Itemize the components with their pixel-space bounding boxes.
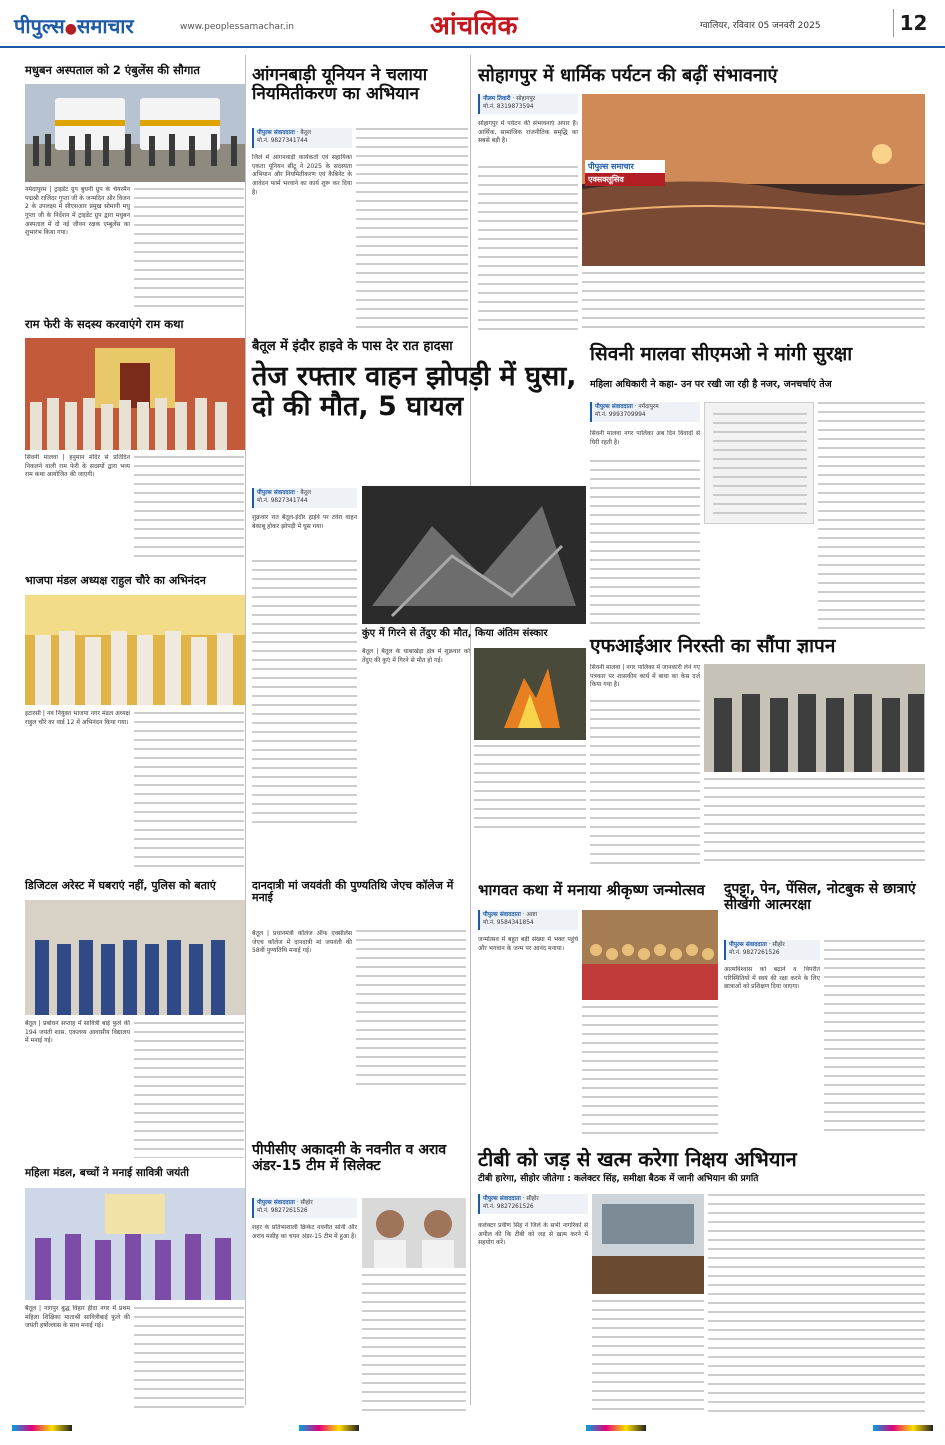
place: सीहोर (300, 1200, 313, 1206)
story-text: आत्मविश्वास को बढ़ाने व विपरीत परिस्थितियों में स्वयं की रक्षा करने के लिए छात्राओं को प्रशिक्षण दिया जाएगा। (724, 966, 820, 991)
byline: पीपुल्स संवाददाता · सीहोर मो.नं. 9827261526 (724, 940, 820, 960)
byline: पीपुल्स संवाददाता · सीहोर मो.नं. 9827261526 (252, 1198, 357, 1218)
story-text: जन्मोत्सव में बहुत बड़ी संख्या में भक्त पहुंचे और भगवान के जन्म पर आनंद मनाया। (478, 936, 578, 952)
mobile: मो.नं. 9827261526 (729, 949, 780, 956)
story-text: शहर के प्रतिभाशाली क्रिकेट नवनीत सोनी और अराव मसीह का चयन अंडर-15 टीम में हुआ है। (252, 1224, 357, 1240)
story-text-continued (134, 1022, 244, 1158)
headline: दुपट्टा, पेन, पेंसिल, नोटबुक से छात्राएं सीखेंगी आत्मरक्षा (724, 881, 916, 913)
story-text-continued (592, 1300, 704, 1412)
place: बैतूल (300, 490, 311, 496)
reporter: पीपुल्स संवाददाता (257, 130, 295, 136)
reporter: पीपुल्स संवाददाता (257, 490, 295, 496)
mobile: मो.नं. 8319873594 (483, 103, 534, 110)
story-text: इटारसी | नव नियुक्त भाजपा नगर मंडल अध्यक्ष राहुल चौरे का वार्ड 12 में अभिनंदन किया गया। (25, 710, 130, 726)
story-text: सोहागपुर में पर्यटन की संभावनाएं अपार हैं। आर्थिक, सामाजिक राजनीतिक समृद्धि का सबसे बड़ी है। (478, 120, 578, 145)
story-text-continued (478, 166, 578, 332)
place: सीहोर (772, 942, 785, 948)
meeting-image (592, 1194, 704, 1294)
story-text-continued (824, 940, 925, 1136)
headline: एफआईआर निरस्ती का सौंपा ज्ञापन (590, 635, 836, 657)
players-image (362, 1198, 466, 1268)
mobile: मो.नं. 9827341744 (257, 137, 308, 144)
column-rule (245, 55, 246, 1405)
story-text: सिवनी मालवा नगर पालिका अब दिन विवादों से घिरी रहती है। (590, 430, 700, 446)
story-text-continued (356, 930, 466, 1090)
story-text-continued (134, 456, 244, 564)
place: बैतूल (300, 130, 311, 136)
story-text: कलेक्टर प्रवीण सिंह ने जिले के सभी नागरिकों से अपील की कि टीबी को जड़ से खत्म करने में सहयोग करें। (478, 1222, 588, 1247)
byline: पीपुल्स संवाददाता · नर्मदापुरम मो.नं. 9993709994 (590, 402, 700, 422)
logo (14, 12, 134, 39)
story-text-continued (818, 402, 925, 630)
story-text: सिवनी मालवा | हनुमान मंदिर से प्रतिदिन निकलने वाली राम फेरी के सदस्यों द्वारा भव्य राम कथा आयोजित की जाएगी। (25, 454, 130, 479)
color-swatch (12, 1425, 72, 1431)
headline: दानदात्री मां जयवंती की पुण्यतिथि जेएच कॉलेज में मनाई (252, 879, 454, 905)
ambulance-photo (25, 84, 245, 182)
color-swatch (586, 1425, 646, 1431)
exclusive-badge (585, 160, 665, 186)
story-text: बैतूल | प्रधानमंत्री कॉलेज ऑफ एक्सीलेंस जेएच कॉलेज में दानदात्री मां जयवंती की 58वीं पुण्यतिथि मनाई गई। (252, 930, 352, 955)
accident-photo (362, 486, 586, 624)
logo-dot-icon: ● (64, 21, 77, 37)
headline: डिजिटल अरेस्ट में घबराएं नहीं, पुलिस को बताएं (25, 879, 216, 892)
story-text-continued (134, 1307, 244, 1413)
logo-right: समाचार (76, 14, 134, 38)
reporter: पीपुल्स संवाददाता (483, 1196, 521, 1202)
subhead: महिला अधिकारी ने कहा- उन पर रखी जा रही है नजर, जनचर्चाएं तेज (590, 379, 832, 390)
funeral-photo (474, 648, 586, 740)
story-text-continued (356, 128, 468, 328)
felicitation-image (25, 595, 245, 705)
tb-meeting-photo (592, 1194, 704, 1294)
temple-image (25, 338, 245, 450)
reporter: पीपुल्स संवाददाता (257, 1200, 295, 1206)
headline: सोहागपुर में धार्मिक पर्यटन की बढ़ीं संभावनाएं (478, 65, 778, 86)
mobile: मो.नं. 9827261526 (483, 1203, 534, 1210)
letter-photo (704, 402, 814, 524)
digital-photo (25, 900, 245, 1015)
headline: टीबी को जड़ से खत्म करेगा निक्षय अभियान (478, 1147, 797, 1171)
story-text: बैतूल | बैतूल के धाबाखेड़ा क्षेत्र में शुक्रवार को तेंदुए की कुएं में गिरने से मौत हो गई। (362, 648, 470, 664)
story-text-continued (582, 1006, 718, 1136)
bhagwat-photo (582, 910, 718, 1000)
story-text: सिवनी मालवा | नगर पालिका में जानकारी लेने गए पत्रकार पर शासकीय कार्य में बाधा का केस दर्ज किया गया है। (590, 664, 700, 689)
badge-brand: पीपुल्स समाचार (585, 160, 665, 173)
ambulance-image (25, 84, 245, 182)
headline: कुंए में गिरने से तेंदुए की मौत, किया अंतिम संस्कार (362, 628, 548, 639)
headline: भाजपा मंडल अध्यक्ष राहुल चौरे का अभिनंदन (25, 574, 206, 587)
byline: पीपुल्स संवाददाता · सीहोर मो.नं. 9827261526 (478, 1194, 588, 1214)
page-number: 12 (893, 9, 933, 37)
mobile: मो.नं. 9827261526 (257, 1207, 308, 1214)
women-group-image (25, 1188, 245, 1300)
masthead (0, 0, 945, 48)
byline: पीपुल्स संवाददाता · बैतूल मो.नं. 9827341744 (252, 128, 352, 148)
story-text-continued (582, 272, 925, 334)
subhead: टीबी हारेगा, सीहोर जीतेगा : कलेक्टर सिंह, समीक्षा बैठक में जानी अभियान की प्रगति (478, 1174, 759, 1184)
fire-image (474, 648, 586, 740)
section-title: आंचलिक (430, 11, 518, 41)
bhajpa-photo (25, 595, 245, 705)
place: सीहोर (526, 1196, 539, 1202)
byline: नीलम तिवारी · सोहागपुर मो.नं. 8319873594 (478, 94, 578, 114)
story-text-continued (362, 1274, 466, 1414)
headline: राम फेरी के सदस्य करवाएंगे राम कथा (25, 317, 184, 331)
kicker: बैतूल में इंदौर हाइवे के पास देर रात हादसा (252, 339, 453, 354)
story-text: जिले में आंगनवाड़ी कार्यकर्ता एवं सहायिका एकता यूनियन सीटू ने 2025 के सदस्यता अभियान और नियमितीकरण एवं कैबिनेट के आवेदन फार्म भरवाने का कार्य शुरू कर दिया है। (252, 154, 352, 196)
story-text-continued (708, 1194, 925, 1412)
color-swatch (299, 1425, 359, 1431)
devotees-image (582, 910, 718, 1000)
reporter: पीपुल्स संवाददाता (595, 404, 633, 410)
headline: महिला मंडल, बच्चों ने मनाई सावित्री जयंती (25, 1167, 189, 1179)
story-text-continued (590, 460, 700, 630)
byline: पीपुल्स संवाददाता · बैतूल मो.नं. 9827341744 (252, 488, 357, 508)
byline: पीपुल्स संवाददाता · आष्टा मो.नं. 9584341854 (478, 910, 578, 930)
registration-strip (0, 1425, 945, 1437)
badge-label: एक्सक्लूसिव (585, 173, 665, 186)
students-image (25, 900, 245, 1015)
story-text-continued (590, 700, 700, 864)
mobile: मो.नं. 9584341854 (483, 919, 534, 926)
story-text-continued (474, 745, 586, 830)
headline: भागवत कथा में मनाया श्रीकृष्ण जन्मोत्सव (478, 881, 705, 899)
mobile: मो.नं. 9993709994 (595, 411, 646, 418)
reporter: पीपुल्स संवाददाता (729, 942, 767, 948)
ramkatha-photo (25, 338, 245, 450)
headline: पीपीसीए अकादमी के नवनीत व अराव अंडर-15 टीम में सिलेक्ट (252, 1142, 447, 1174)
reporter: नीलम तिवारी (483, 96, 511, 102)
place: नर्मदापुरम (638, 404, 659, 410)
story-text: नर्मदापुरम | ट्राइडेंट ग्रुप बुधनी ग्रुप के चेयरमैन पद्मश्री राजिंदर गुप्ता जी के जन्मदिन और विजन 2 के उपलक्ष्य में सीएसआर प्रमुख सोमानी मधु गुप्ता जी के निर्देशन में ट्राइडेंट ग्रुप द्वारा मधुबन अस्पताल में दो नई जीवन रक्षक एम्बुलेंस का शुभारंभ किया गया। (25, 186, 130, 237)
place: सोहागपुर (516, 96, 536, 102)
color-swatch (873, 1425, 933, 1431)
letter-text (713, 413, 807, 517)
story-text-continued (134, 712, 244, 868)
cricketers-photo (362, 1198, 466, 1268)
website[interactable]: www.peoplessamachar.in (180, 22, 294, 32)
crash-image (362, 486, 586, 624)
headline: आंगनबाड़ी यूनियन ने चलाया नियमितीकरण का अभियान (252, 65, 428, 105)
mobile: मो.नं. 9827341744 (257, 497, 308, 504)
logo-left: पीपुल्स (14, 14, 65, 38)
reporter: पीपुल्स संवाददाता (483, 912, 521, 918)
headline: सिवनी मालवा सीएमओ ने मांगी सुरक्षा (590, 343, 853, 365)
memorandum-image (704, 664, 925, 772)
story-text: शुक्रवार रात बैतूल-इंदौर हाईवे पर टवेरा वाहन बेकाबू होकर झोपड़ी में घुस गया। (252, 514, 357, 530)
savitri-photo (25, 1188, 245, 1300)
fir-photo (704, 664, 925, 772)
story-text-continued (134, 188, 244, 308)
story-text: बैतूल | प्रबोधन सप्ताह में सावित्री बाई फुले की 194 जयंती शास. एकलव्य आवासीय विद्यालय में मनाई गई। (25, 1020, 130, 1045)
headline: मधुबन अस्पताल को 2 एंबुलेंस की सौगात (25, 63, 200, 77)
place: आष्टा (526, 912, 538, 918)
story-text-continued (704, 778, 925, 864)
story-text-continued (252, 560, 357, 830)
story-text: बैतूल | नागपुर बुद्ध विहार हीदा नगर में प्रथम महिला शिक्षिका माताश्री सावित्रीबाई फुले की जयंती हर्षोल्लास के साथ मनाई गई। (25, 1305, 130, 1330)
column-rule (470, 55, 471, 1405)
dateline: ग्वालियर, रविवार 05 जनवरी 2025 (700, 21, 821, 31)
headline: तेज रफ्तार वाहन झोपड़ी में घुसा, दो की मौत, 5 घायल (252, 361, 577, 423)
